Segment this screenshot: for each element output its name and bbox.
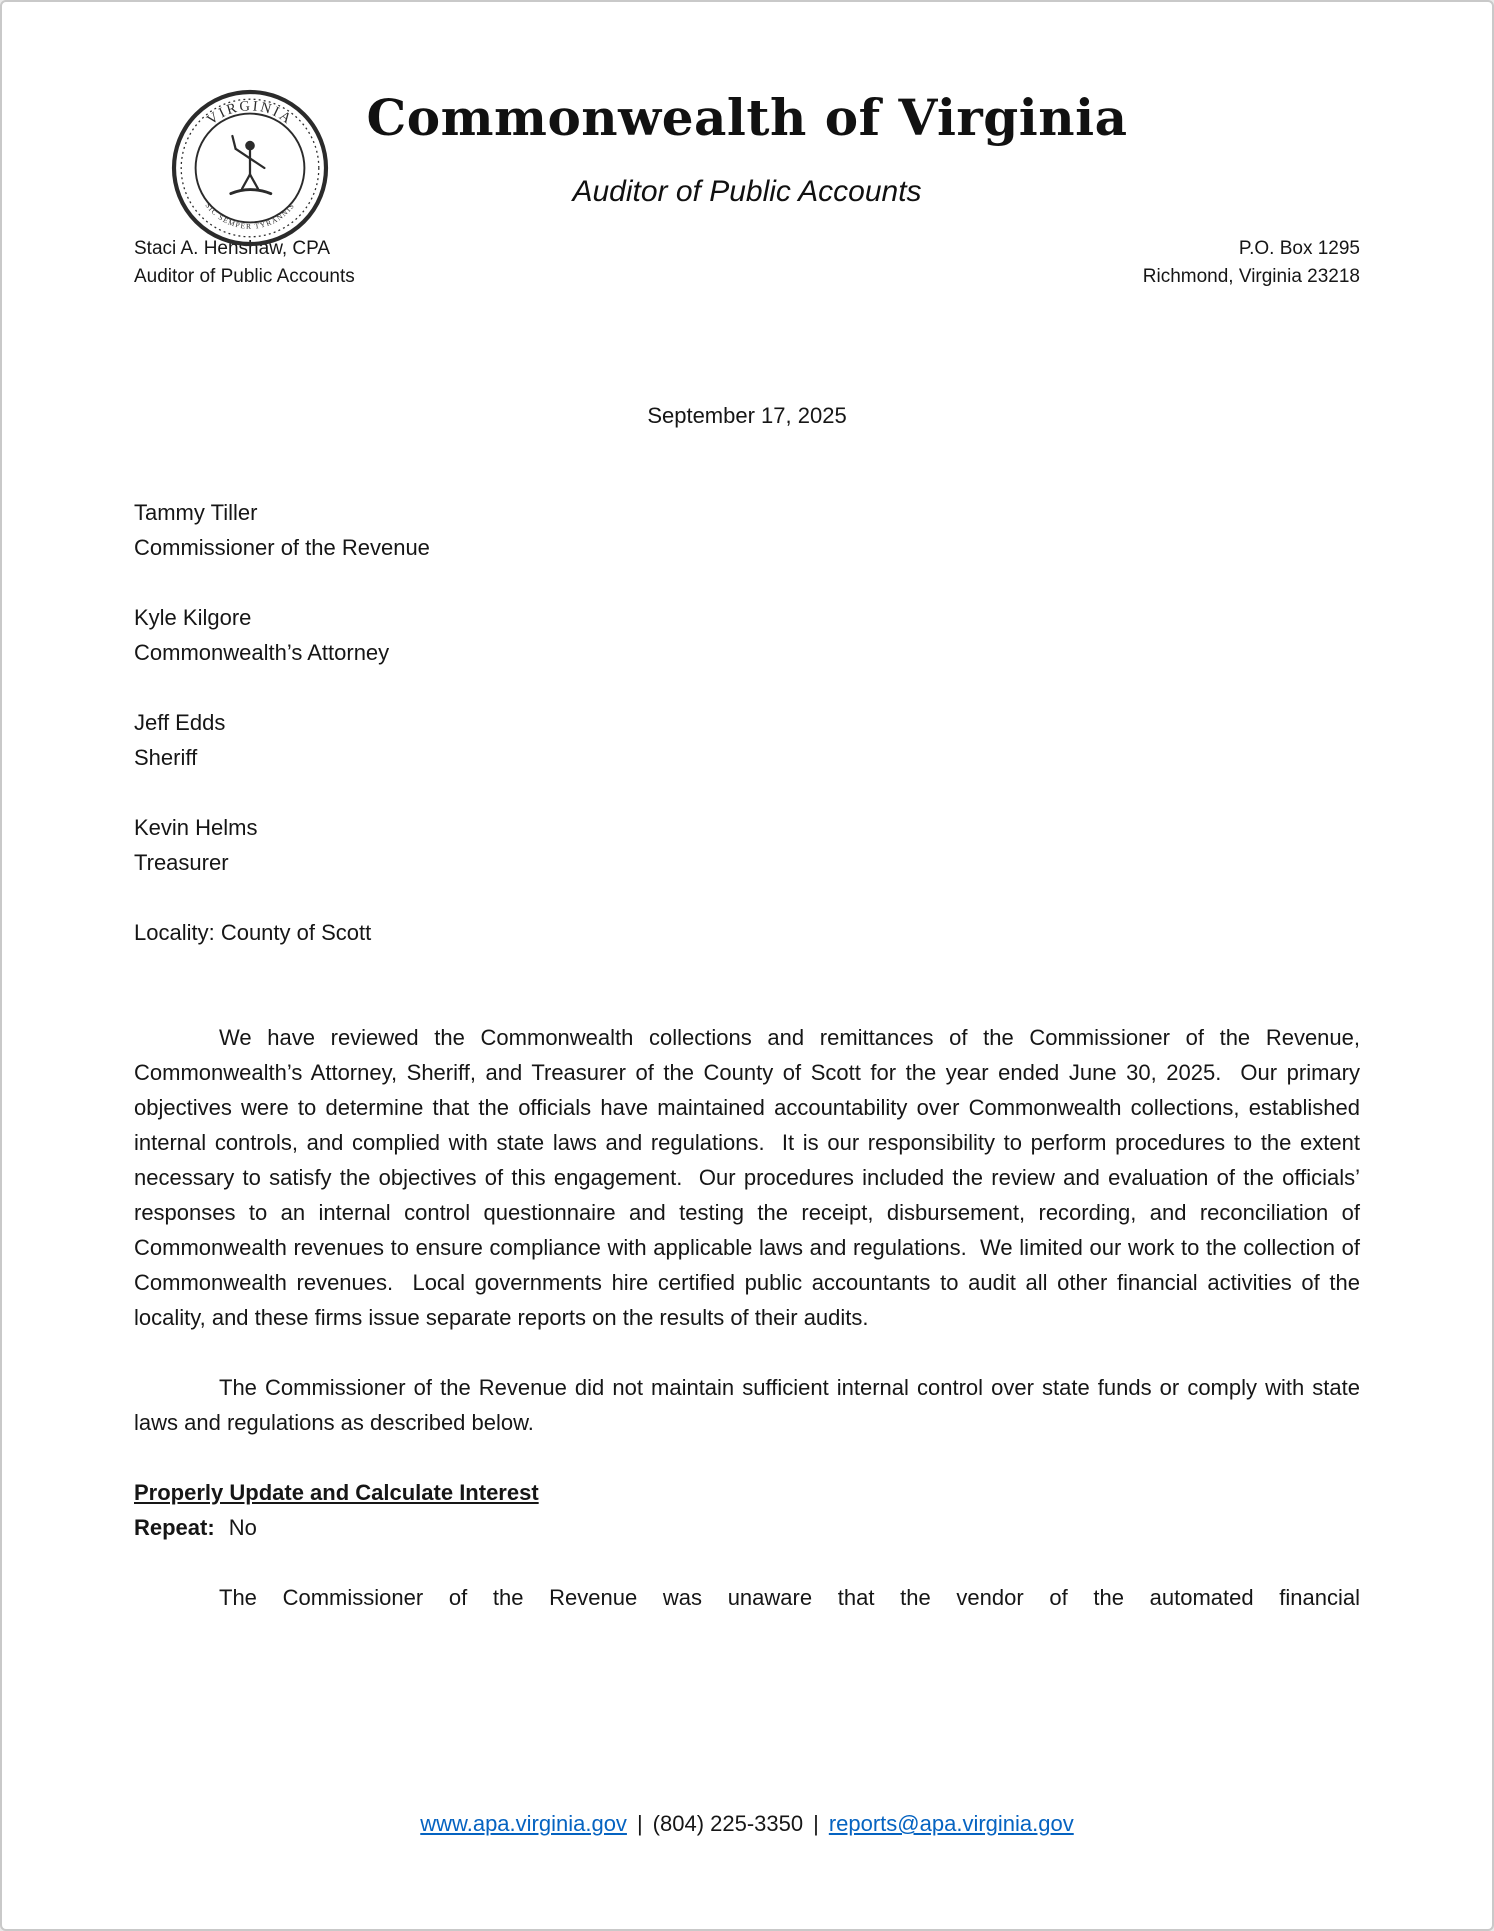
footer-separator: |: [636, 1811, 643, 1836]
recipient-block: [134, 600, 1360, 670]
recipient-name: Kyle Kilgore: [134, 605, 252, 630]
recipient-block: [134, 495, 1360, 565]
paragraph-finding-detail: The Commissioner of the Revenue was unaware that the vendor of the automated financial: [219, 1585, 1360, 1610]
recipient-name: Tammy Tiller: [134, 500, 258, 525]
recipient-block: [134, 810, 1360, 880]
page-subtitle: Auditor of Public Accounts: [572, 175, 922, 208]
page-title: Commonwealth of Virginia: [366, 88, 1128, 147]
svg-text:VIRGINIA: [204, 98, 296, 128]
phone-number: (804) 225-3350: [652, 1811, 804, 1836]
recipient-name: Jeff Edds: [134, 710, 226, 735]
recipient-name: Kevin Helms: [134, 815, 258, 840]
office-address-block: [1143, 235, 1360, 291]
seal-figure: [231, 136, 271, 194]
paragraph-review-scope: We have reviewed the Commonwealth collections and remittances of the Commissioner of the Revenue, Commonwealth’s Attorney, Sheriff, and Treasurer of the County of Scott for the year ended June 30, 2025. Our primary objectives were to determine that the officials have maintained accountability over Commonwealth collections, established internal controls, and complied with state laws and regulations. It is our responsibility to perform procedures to the extent necessary to satisfy the objectives of this engagement. Our procedures included the review and evaluation of the officials’ responses to an internal control questionnaire and testing the receipt, disbursement, recording, and reconciliation of Commonwealth revenues to ensure compliance with applicable laws and regulations. We limited our work to the collection of Commonwealth revenues. Local governments hire certified public accountants to audit all other financial activities of the locality, and these firms issue separate reports on the results of their audits.: [134, 1025, 1367, 1330]
paragraph-finding-summary: The Commissioner of the Revenue did not maintain sufficient internal control over state funds or comply with state laws and regulations as described below.: [134, 1375, 1367, 1435]
auditor-name: Staci A. Henshaw, CPA: [134, 238, 331, 259]
svg-text:SIC SEMPER TYRANNIS: [203, 201, 296, 231]
recipient-title: Treasurer: [134, 850, 229, 875]
letter-body: [2, 495, 1492, 1615]
recipient-title: Commonwealth’s Attorney: [134, 640, 390, 665]
recipient-title: Sheriff: [134, 745, 198, 770]
repeat-value: No: [228, 1515, 257, 1540]
repeat-label: Repeat:: [134, 1515, 215, 1540]
recipient-title: Commissioner of the Revenue: [134, 535, 430, 560]
letter-date: September 17, 2025: [647, 403, 847, 428]
page-footer: [2, 1811, 1492, 1837]
locality-line: Locality: County of Scott: [134, 920, 372, 945]
seal-top-text: VIRGINIA: [204, 98, 296, 129]
po-box: P.O. Box 1295: [1238, 238, 1360, 259]
auditor-title: Auditor of Public Accounts: [134, 266, 355, 287]
footer-separator: |: [813, 1811, 819, 1836]
finding-heading: Properly Update and Calculate Interest: [134, 1480, 539, 1505]
recipient-list: [134, 495, 1360, 950]
virginia-state-seal-icon: [170, 88, 330, 248]
city-state-zip: Richmond, Virginia 23218: [1142, 266, 1360, 287]
repeat-line: [134, 1510, 1360, 1545]
seal-bottom-text: SIC SEMPER TYRANNIS: [203, 200, 297, 231]
website-link[interactable]: www.apa.virginia.gov: [420, 1811, 627, 1836]
recipient-block: [134, 705, 1360, 775]
email-link[interactable]: reports@apa.virginia.gov: [828, 1811, 1074, 1836]
